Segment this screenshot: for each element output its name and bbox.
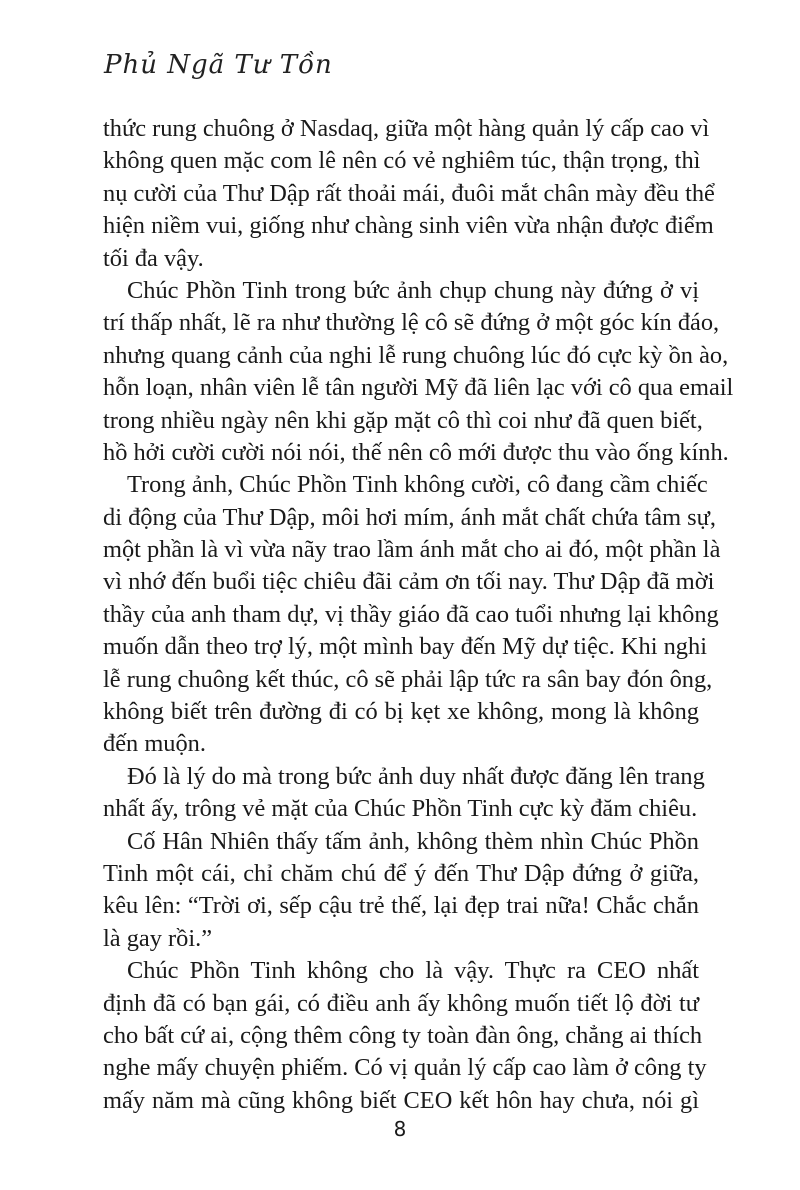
text-line: Cố Hân Nhiên thấy tấm ảnh, không thèm nhìn Chúc Phồn (127, 827, 699, 855)
text-line: muốn dẫn theo trợ lý, một mình bay đến Mỹ dự tiệc. Khi nghi (103, 633, 707, 661)
text-line: thức rung chuông ở Nasdaq, giữa một hàng quản lý cấp cao vì (103, 115, 710, 142)
text-line: là gay rồi.” (103, 924, 213, 952)
text-line: không quen mặc com lê nên có vẻ nghiêm túc, thận trọng, thì (103, 147, 701, 175)
text-line: nụ cười của Thư Dập rất thoải mái, đuôi mắt chân mày đều thể (103, 179, 715, 207)
text-line: kêu lên: “Trời ơi, sếp cậu trẻ thế, lại đẹp trai nữa! Chắc chắn (103, 892, 699, 920)
text-line: Chúc Phồn Tinh không cho là vậy. Thực ra CEO nhất (127, 957, 699, 985)
text-line: trí thấp nhất, lẽ ra như thường lệ cô sẽ đứng ở một góc kín đáo, (103, 309, 720, 337)
text-line: lễ rung chuông kết thúc, cô sẽ phải lập tức ra sân bay đón ông, (103, 665, 713, 693)
text-line: di động của Thư Dập, môi hơi mím, ánh mắt chất chứa tâm sự, (103, 503, 716, 531)
text-line: hỗn loạn, nhân viên lễ tân người Mỹ đã liên lạc với cô qua email (103, 374, 734, 402)
text-line: hiện niềm vui, giống như chàng sinh viên vừa nhận được điểm (103, 212, 714, 240)
text-line: trong nhiều ngày nên khi gặp mặt cô thì coi như đã quen biết, (103, 406, 703, 434)
text-line: không biết trên đường đi có bị kẹt xe không, mong là không (103, 698, 699, 726)
text-line: tối đa vậy. (103, 244, 204, 272)
text-line: đến muộn. (103, 730, 206, 758)
text-line: mấy năm mà cũng không biết CEO kết hôn hay chưa, nói gì (103, 1086, 699, 1114)
text-line: Tinh một cái, chỉ chăm chú để ý đến Thư Dập đứng ở giữa, (103, 859, 699, 887)
page-number: 8 (393, 1117, 407, 1141)
text-line: vì nhớ đến buổi tiệc chiêu đãi cảm ơn tối nay. Thư Dập đã mời (103, 568, 715, 596)
text-line: thầy của anh tham dự, vị thầy giáo đã cao tuổi nhưng lại không (103, 600, 719, 628)
text-line: một phần là vì vừa nãy trao lầm ánh mắt cho ai đó, một phần là (103, 536, 721, 564)
text-line: nghe mấy chuyện phiếm. Có vị quản lý cấp cao làm ở công ty (103, 1054, 707, 1082)
text-line: hồ hởi cười cười nói nói, thế nên cô mới được thu vào ống kính. (103, 438, 729, 466)
running-header: Phủ Ngã Tư Tồn (104, 50, 333, 80)
text-line: định đã có bạn gái, có điều anh ấy không muốn tiết lộ đời tư (103, 989, 699, 1017)
body-text (103, 113, 734, 1117)
text-line: Đó là lý do mà trong bức ảnh duy nhất được đăng lên trang (127, 762, 705, 790)
text-line: Chúc Phồn Tinh trong bức ảnh chụp chung này đứng ở vị (127, 276, 699, 304)
text-line: nhưng quang cảnh của nghi lễ rung chuông lúc đó cực kỳ ồn ào, (103, 341, 729, 369)
text-line: cho bất cứ ai, cộng thêm công ty toàn đàn ông, chẳng ai thích (103, 1021, 703, 1049)
text-line: Trong ảnh, Chúc Phồn Tinh không cười, cô đang cầm chiếc (127, 471, 708, 499)
text-line: nhất ấy, trông vẻ mặt của Chúc Phồn Tinh cực kỳ đăm chiêu. (103, 795, 698, 823)
